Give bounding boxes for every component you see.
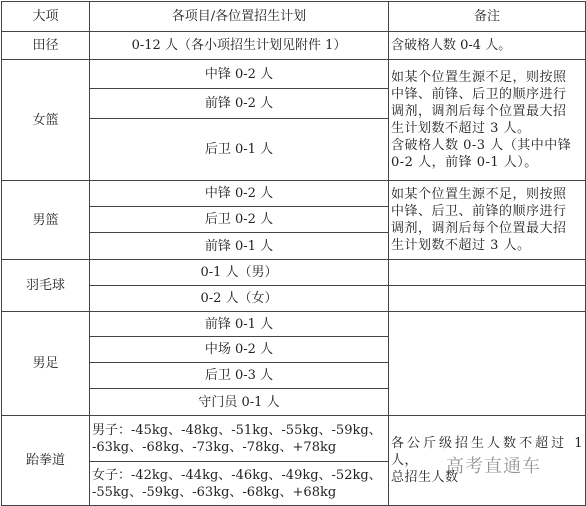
note-line: 含破格人数 0-3 人（其中中锋	[391, 138, 572, 153]
category-taiquandao: 跆拳道	[2, 416, 90, 506]
plan-nanzu-midfield: 中场 0-2 人	[90, 337, 389, 363]
plan-nanlan-center: 中锋 0-2 人	[90, 181, 389, 207]
header-plan: 各项目/各位置招生计划	[90, 2, 389, 32]
plan-nanlan-forward: 前锋 0-1 人	[90, 233, 389, 260]
row-nanzu-1	[2, 312, 586, 337]
category-nanlan: 男篮	[2, 181, 90, 260]
note-line: 中锋、后卫、前锋的顺序进行	[391, 204, 567, 219]
note-tianjing: 含破格人数 0-4 人。	[389, 32, 586, 60]
category-tianjing: 田径	[2, 32, 90, 60]
note-line: 如某个位置生源不足，则按照	[391, 187, 567, 202]
note-nanlan	[389, 181, 586, 260]
watermark: 高考直通车	[446, 456, 541, 477]
note-line: 中锋、前锋、后卫的顺序进行	[391, 87, 567, 102]
plan-taiquandao-female	[90, 462, 389, 506]
plan-tianjing: 0-12 人（各小项招生计划见附件 1）	[90, 32, 389, 60]
plan-nvlan-guard: 后卫 0-1 人	[90, 119, 389, 181]
plan-taiquandao-male	[90, 416, 389, 462]
note-line: 0-2 人，前锋 0-1 人）。	[391, 155, 538, 170]
weight-line: -63kg、-68kg、-73kg、-78kg、+78kg	[92, 439, 337, 455]
row-yumaoqiu-1	[2, 260, 586, 286]
note-yumaoqiu-female	[389, 286, 586, 312]
weight-line: 男子：-45kg、-48kg、-51kg、-55kg、-59kg、	[92, 422, 382, 438]
plan-nanzu-defender: 后卫 0-3 人	[90, 363, 389, 389]
note-line: 生计划数不超过 3 人。	[391, 238, 531, 253]
note-yumaoqiu-male	[389, 260, 586, 286]
plan-nvlan-center: 中锋 0-2 人	[90, 60, 389, 89]
note-line: 各公斤级招生人数不超过 1 人，	[391, 436, 583, 468]
weight-line: -55kg、-59kg、-63kg、-68kg、+68kg	[92, 484, 337, 500]
category-nvlan: 女篮	[2, 60, 90, 181]
plan-nanlan-guard: 后卫 0-2 人	[90, 207, 389, 233]
note-line: 调剂，调剂后每个位置最大招	[391, 104, 567, 119]
note-nvlan	[389, 60, 586, 181]
plan-nanzu-forward: 前锋 0-1 人	[90, 312, 389, 337]
note-nanzu	[389, 312, 586, 416]
enrollment-plan-table	[1, 1, 586, 506]
row-yumaoqiu-2	[2, 286, 586, 312]
category-nanzu: 男足	[2, 312, 90, 416]
note-line: 总招生人数	[391, 470, 459, 485]
plan-nanzu-goalkeeper: 守门员 0-1 人	[90, 389, 389, 416]
plan-yumaoqiu-male: 0-1 人（男）	[90, 260, 389, 286]
row-nvlan-1	[2, 60, 586, 89]
plan-nvlan-forward: 前锋 0-2 人	[90, 89, 389, 119]
row-nanlan-1	[2, 181, 586, 207]
header-note: 备注	[389, 2, 586, 32]
header-row	[2, 2, 586, 32]
note-line: 调剂，调剂后每个位置最大招	[391, 221, 567, 236]
row-tianjing	[2, 32, 586, 60]
note-line: 生计划数不超过 3 人。	[391, 121, 531, 136]
weight-line: 女子：-42kg、-44kg、-46kg、-49kg、-52kg、	[92, 467, 382, 483]
header-category: 大项	[2, 2, 90, 32]
category-yumaoqiu: 羽毛球	[2, 260, 90, 312]
note-line: 如某个位置生源不足，则按照	[391, 70, 567, 85]
plan-yumaoqiu-female: 0-2 人（女）	[90, 286, 389, 312]
